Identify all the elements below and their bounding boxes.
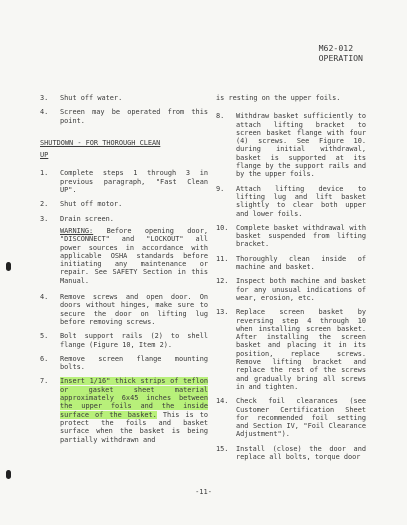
warning-label: WARNING:	[60, 226, 94, 235]
list-item: 3. Shut off water.	[40, 94, 123, 102]
list-item: 10. Complete basket withdrawal with basket suspended from lifting bracket.	[216, 223, 366, 249]
list-item: 1. Complete steps 1 through 3 in previous paragraph, "Fast Clean UP".	[40, 169, 208, 195]
page-number: -11-	[195, 488, 212, 496]
list-item: 2. Shut off motor.	[40, 200, 123, 209]
list-item: 15. Install (close) the door and replace all bolts, torque door	[216, 444, 366, 461]
binder-hole-mark	[6, 262, 11, 271]
section-heading: SHUTDOWN - FOR THOROUGH CLEAN	[40, 138, 161, 147]
list-item: 3. Drain screen.	[40, 214, 114, 223]
left-column	[40, 94, 208, 450]
list-item: 11. Thoroughly clean inside of machine and basket.	[216, 254, 366, 272]
warning-block	[60, 227, 208, 285]
list-item: 6. Remove screen flange mounting bolts.	[40, 354, 208, 372]
list-item: 12. Inspect both machine and basket for any unusual indications of wear, erosion, etc.	[216, 277, 366, 302]
list-item: 8. Withdraw basket sufficiently to attach lifting bracket to screen basket flange with four (4) screws. See Figure 10. during initial withdrawal, basket is supported at its flange by the support rails and by the upper foils.	[216, 112, 366, 179]
doc-number: M62-012	[318, 43, 354, 53]
list-item: 9. Attach lifting device to lifting lug and lift basket slightly to clear both upper and lower foils.	[216, 184, 366, 218]
highlighted-text: Insert 1/16" thick strips of teflon or gasket sheet material approximately 6x45 inches between the upper foils and the inside surface of the basket.	[60, 377, 208, 419]
page-header	[319, 43, 363, 63]
binder-hole-mark	[6, 470, 11, 479]
list-item: 7. Insert 1/16" thick strips of teflon or gasket sheet material approximately 6x45 inches between the upper foils and the inside surface of the basket. This is to protect the foils and basket surface when the basket is being partially withdrawn and	[40, 377, 208, 444]
list-item: 5. Bolt support rails (2) to shell flange (Figure 10, Item 2).	[40, 332, 208, 349]
section-title: OPERATION	[318, 53, 363, 63]
list-item: 4. Remove screws and open door. On doors without hinges, make sure to secure the door on lifting lug before removing screws.	[40, 293, 208, 326]
right-column	[216, 94, 366, 467]
warning-text: Before opening door, "DISCONNECT" and "LOCKOUT" all power sources in accordance with applicable OSHA standards before initiating any maintenance or repair. See SAFETY Section in this Manual.	[60, 226, 208, 285]
continuation-text: is resting on the upper foils.	[216, 94, 341, 102]
section-heading-cont: UP	[40, 151, 49, 160]
list-item: 13. Replace screen basket by reversing step 4 through 10 when installing screen basket. After installing the screen basket and placing it in its position, replace screws. Remove lifting bracket and replace the rest of the screws and gradually bring all screws in and tighten.	[216, 308, 366, 391]
list-item: 14. Check foil clearances (see Customer Certification Sheet for recommended foil setting and Section IV, "Foil Clearance Adjustment").	[216, 397, 366, 439]
list-item: 4. Screen may be operated from this point.	[40, 108, 208, 125]
